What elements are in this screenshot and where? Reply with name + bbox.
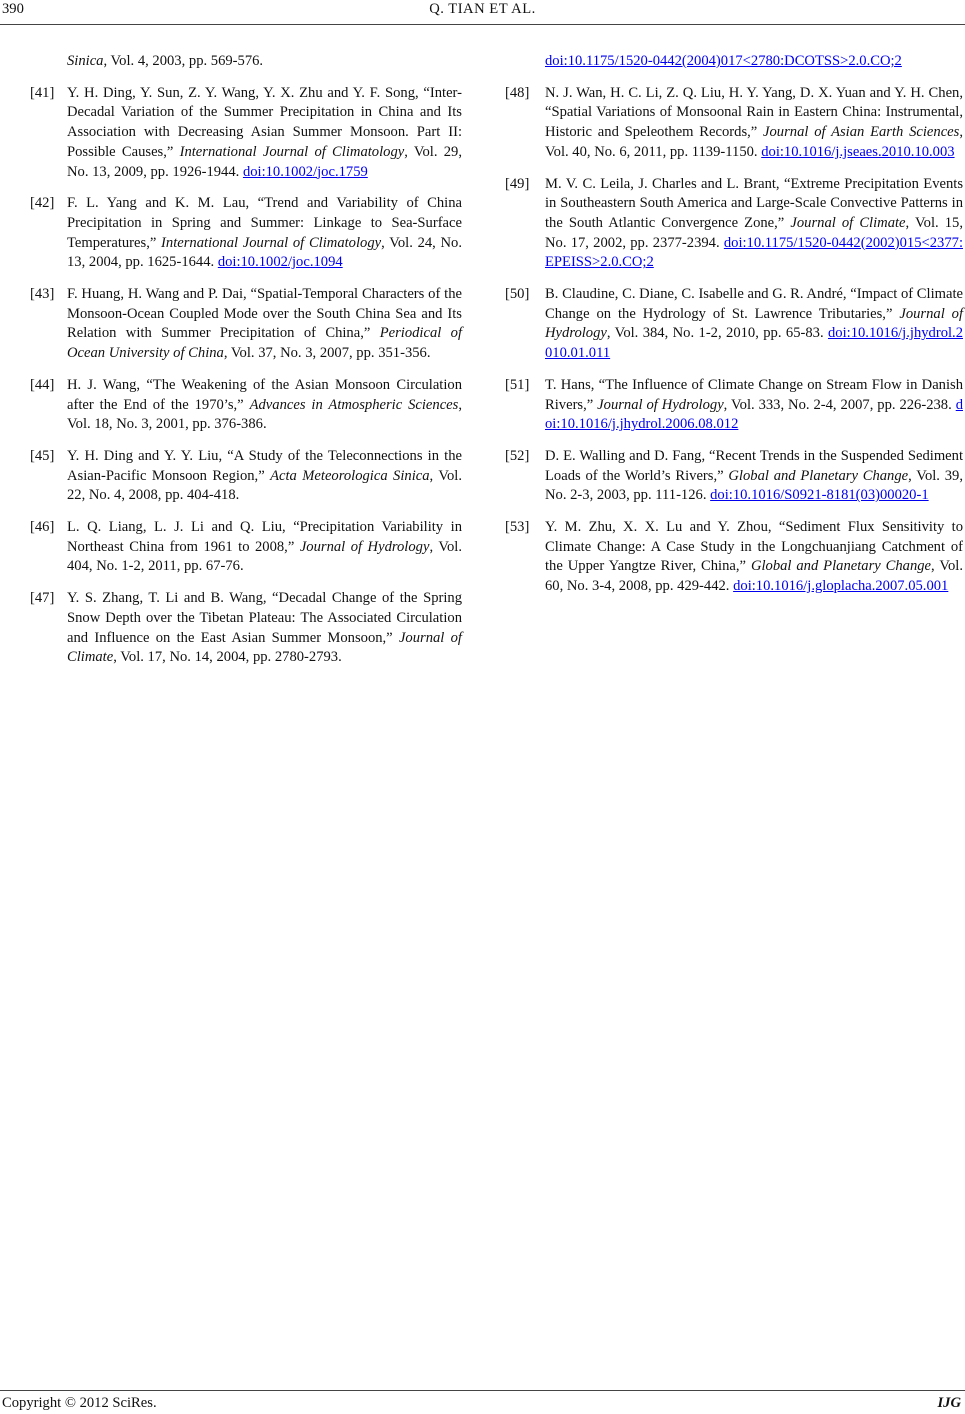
reference-entry (505, 52, 963, 72)
reference-entry (30, 518, 462, 577)
doi-link[interactable]: doi:10.1175/1520-0442(2002)015<2377:EPEISS>2.0.CO;2 (545, 234, 963, 271)
journal-title: Global and Planetary Change (728, 467, 909, 484)
reference-text: , Vol. 404, No. 1-2, 2011, pp. 67-76. (67, 538, 462, 575)
doi-link[interactable]: doi:10.1016/j.gloplacha.2007.05.001 (733, 578, 949, 595)
journal-title: Journal of Hydrology (545, 305, 963, 342)
reference-text: , Vol. 40, No. 6, 2011, pp. 1139-1150. (545, 124, 963, 160)
page-number: 390 (2, 1, 24, 17)
journal-title: International Journal of Climatology (161, 234, 382, 251)
reference-entry (505, 518, 963, 597)
reference-text: B. Claudine, C. Diane, C. Isabelle and G. R. André, “Impact of Climate Change on the Hydrology of St. Lawrence Tributaries,” (545, 286, 963, 322)
reference-entry (30, 194, 462, 273)
reference-text: , Vol. 29, No. 13, 2009, pp. 1926-1944. (67, 143, 462, 180)
reference-text: N. J. Wan, H. C. Li, Z. Q. Liu, H. Y. Yang, D. X. Yuan and Y. H. Chen, “Spatial Variations of Monsoonal Rain in Eastern China: Instrumental, Historic and Speleothem Records,” (545, 84, 963, 141)
reference-number: [41] (30, 84, 55, 101)
reference-number: [42] (30, 195, 55, 212)
reference-number: [52] (505, 447, 530, 464)
journal-title: Sinica (67, 53, 104, 69)
reference-text: Y. M. Zhu, X. X. Lu and Y. Zhou, “Sediment Flux Sensitivity to Climate Change: A Case Study in the Longchuanjiang Catchment of the Upper Yangtze River, China,” (545, 519, 963, 575)
reference-entry (30, 52, 462, 72)
doi-link[interactable]: doi:10.1175/1520-0442(2004)017<2780:DCOTSS>2.0.CO;2 (545, 53, 902, 69)
reference-text: , Vol. 333, No. 2-4, 2007, pp. 226-238. (723, 396, 956, 413)
reference-text: D. E. Walling and D. Fang, “Recent Trends in the Suspended Sediment Loads of the World’s Rivers,” (545, 447, 963, 484)
right-column (505, 52, 963, 609)
reference-text: , Vol. 39, No. 2-3, 2003, pp. 111-126. (545, 467, 963, 504)
reference-entry (505, 376, 963, 435)
reference-text: F. L. Yang and K. M. Lau, “Trend and Variability of China Precipitation in Spring and Summer: Linkage to Sea-Surface Temperatures,” (67, 195, 462, 251)
doi-link[interactable]: doi:10.1016/j.jhydrol.2006.08.012 (545, 396, 963, 433)
reference-entry (30, 84, 462, 183)
doi-link[interactable]: doi:10.1002/joc.1759 (242, 163, 368, 180)
reference-entry (30, 589, 462, 668)
footer-divider (0, 1390, 965, 1391)
journal-title: Periodical of Ocean University of China (67, 325, 462, 362)
journal-title: Advances in Atmospheric Sciences (249, 396, 459, 413)
reference-number: [50] (505, 286, 530, 303)
reference-text: , Vol. 4, 2003, pp. 569-576. (103, 53, 264, 69)
journal-title: Journal of Climate (790, 214, 906, 231)
doi-link[interactable]: doi:10.1016/j.jseaes.2010.10.003 (761, 143, 955, 160)
reference-text: Y. H. Ding, Y. Sun, Z. Y. Wang, Y. X. Zhu and Y. F. Song, “Inter-Decadal Variation of the Summer Precipitation in China and Its Association with Decreasing Asian Summer Monsoon. Part II: Possible Causes,” (67, 84, 462, 160)
reference-number: [46] (30, 519, 55, 536)
reference-number: [47] (30, 590, 55, 607)
reference-number: [45] (30, 447, 55, 464)
reference-text: , Vol. 384, No. 1-2, 2010, pp. 65-83. (606, 325, 828, 342)
footer-copyright: Copyright © 2012 SciRes. (2, 1395, 157, 1411)
reference-text: , Vol. 22, No. 4, 2008, pp. 404-418. (67, 467, 462, 504)
reference-number: [49] (505, 175, 530, 192)
left-column (30, 52, 462, 680)
reference-number: [51] (505, 376, 530, 393)
footer-journal: IJG (937, 1395, 961, 1411)
doi-link[interactable]: doi:10.1016/j.jhydrol.2010.01.011 (545, 325, 963, 362)
running-title: Q. TIAN ET AL. (429, 1, 536, 17)
reference-text: M. V. C. Leila, J. Charles and L. Brant, “Extreme Precipitation Events in Southeastern South America and Large-Scale Convective Patterns in the South Atlantic Convergence Zone,” (545, 175, 963, 231)
reference-text: Y. S. Zhang, T. Li and B. Wang, “Decadal Change of the Spring Snow Depth over the Tibetan Plateau: The Associated Circulation and Influence on the East Asian Summer Monsoon,” (67, 590, 462, 646)
reference-number: [53] (505, 519, 530, 536)
reference-text: Y. H. Ding and Y. Y. Liu, “A Study of the Teleconnections in the Asian-Pacific Monsoon Region,” (67, 447, 462, 484)
reference-entry (505, 447, 963, 506)
reference-text: , Vol. 18, No. 3, 2001, pp. 376-386. (67, 396, 462, 433)
reference-text: T. Hans, “The Influence of Climate Change on Stream Flow in Danish Rivers,” (545, 376, 963, 413)
journal-title: Acta Meteorologica Sinica (270, 467, 430, 484)
journal-title: Journal of Hydrology (597, 396, 724, 413)
reference-entry (505, 84, 963, 163)
doi-link[interactable]: doi:10.1002/joc.1094 (217, 254, 343, 271)
reference-text: F. Huang, H. Wang and P. Dai, “Spatial-Temporal Characters of the Monsoon-Ocean Coupled Mode over the South China Sea and Its Relation with Summer Precipitation of China,” (67, 286, 462, 342)
reference-number: [43] (30, 286, 55, 303)
reference-text: , Vol. 24, No. 13, 2004, pp. 1625-1644. (67, 234, 463, 271)
journal-title: Global and Planetary Change (750, 558, 932, 575)
reference-text: , Vol. 60, No. 3-4, 2008, pp. 429-442. (545, 558, 963, 595)
header-divider (0, 24, 965, 25)
reference-text: , Vol. 37, No. 3, 2007, pp. 351-356. (223, 345, 431, 362)
reference-text: H. J. Wang, “The Weakening of the Asian Monsoon Circulation after the End of the 1970’s,” (67, 376, 462, 413)
reference-text: , Vol. 17, No. 14, 2004, pp. 2780-2793. (113, 649, 342, 666)
reference-entry (30, 447, 462, 506)
reference-text: L. Q. Liang, L. J. Li and Q. Liu, “Precipitation Variability in Northeast China from 1961 to 2008,” (67, 519, 462, 555)
reference-number: [44] (30, 376, 55, 393)
reference-entry (505, 175, 963, 274)
journal-title: International Journal of Climatology (179, 143, 405, 160)
doi-link[interactable]: doi:10.1016/S0921-8181(03)00020-1 (710, 487, 929, 504)
journal-title: Journal of Asian Earth Sciences (763, 124, 960, 141)
journal-title: Journal of Hydrology (299, 538, 430, 555)
reference-entry (30, 376, 462, 435)
reference-entry (30, 285, 462, 364)
reference-text: , Vol. 15, No. 17, 2002, pp. 2377-2394. (545, 214, 963, 251)
reference-entry (505, 285, 963, 364)
journal-title: Journal of Climate (67, 629, 462, 666)
reference-number: [48] (505, 84, 530, 101)
